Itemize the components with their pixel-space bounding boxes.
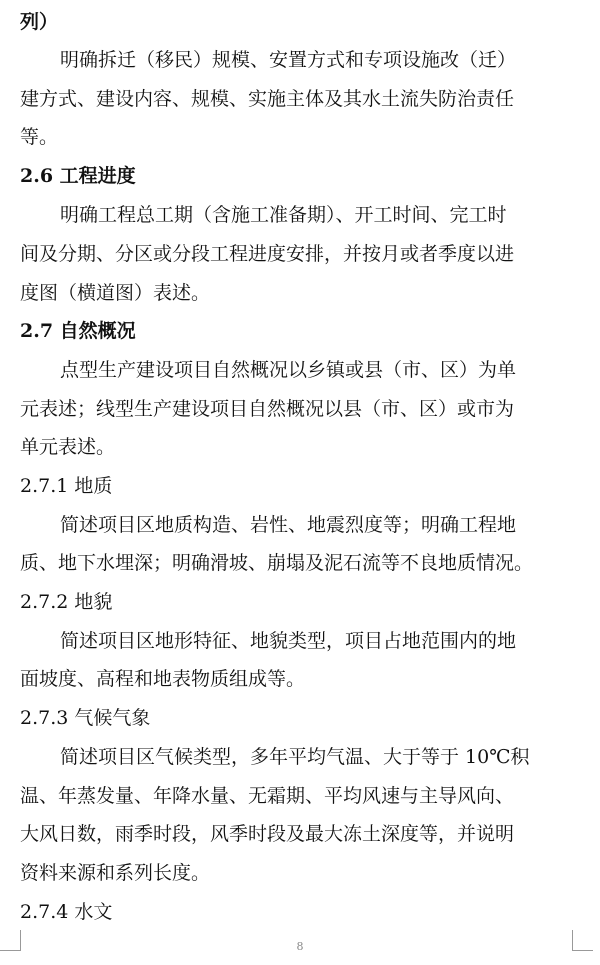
text-line: 简述项目区气候类型，多年平均气温、大于等于 10℃积 (60, 746, 530, 768)
text-line: 面坡度、高程和地表物质组成等。 (20, 668, 306, 690)
section-heading: 2.7 自然概况 (20, 320, 136, 342)
text-line: 明确工程总工期（含施工准备期）、开工时间、完工时 (60, 204, 507, 226)
text-line: 单元表述。 (20, 436, 116, 458)
text-line: 点型生产建设项目自然概况以乡镇或县（市、区）为单 (60, 359, 517, 381)
text-line: 等。 (20, 126, 59, 148)
text-line: 简述项目区地质构造、岩性、地震烈度等；明确工程地 (60, 514, 517, 536)
text-line: 元表述；线型生产建设项目自然概况以县（市、区）或市为 (20, 398, 515, 420)
text-line: 列） (20, 11, 59, 33)
subsection-heading: 2.7.1 地质 (20, 475, 113, 497)
page-number: 8 (296, 940, 304, 953)
subsection-heading: 2.7.4 水文 (20, 901, 113, 923)
text-line: 温、年蒸发量、年降水量、无霜期、平均风速与主导风向、 (20, 785, 515, 807)
text-line: 简述项目区地形特征、地貌类型，项目占地范围内的地 (60, 630, 517, 652)
subsection-heading: 2.7.3 气候气象 (20, 707, 151, 729)
text-line: 资料来源和系列长度。 (20, 862, 211, 884)
section-heading: 2.6 工程进度 (20, 165, 136, 187)
text-line: 间及分期、分区或分段工程进度安排，并按月或者季度以进 (20, 243, 515, 265)
text-line: 明确拆迁（移民）规模、安置方式和专项设施改（迁） (60, 49, 517, 71)
text-line: 质、地下水埋深；明确滑坡、崩塌及泥石流等不良地质情况。 (20, 552, 534, 574)
text-line: 建方式、建设内容、规模、实施主体及其水土流失防治责任 (20, 88, 515, 110)
text-line: 度图（横道图）表述。 (20, 282, 211, 304)
text-line: 大风日数，雨季时段，风季时段及最大冻土深度等，并说明 (20, 823, 515, 845)
subsection-heading: 2.7.2 地貌 (20, 591, 113, 613)
